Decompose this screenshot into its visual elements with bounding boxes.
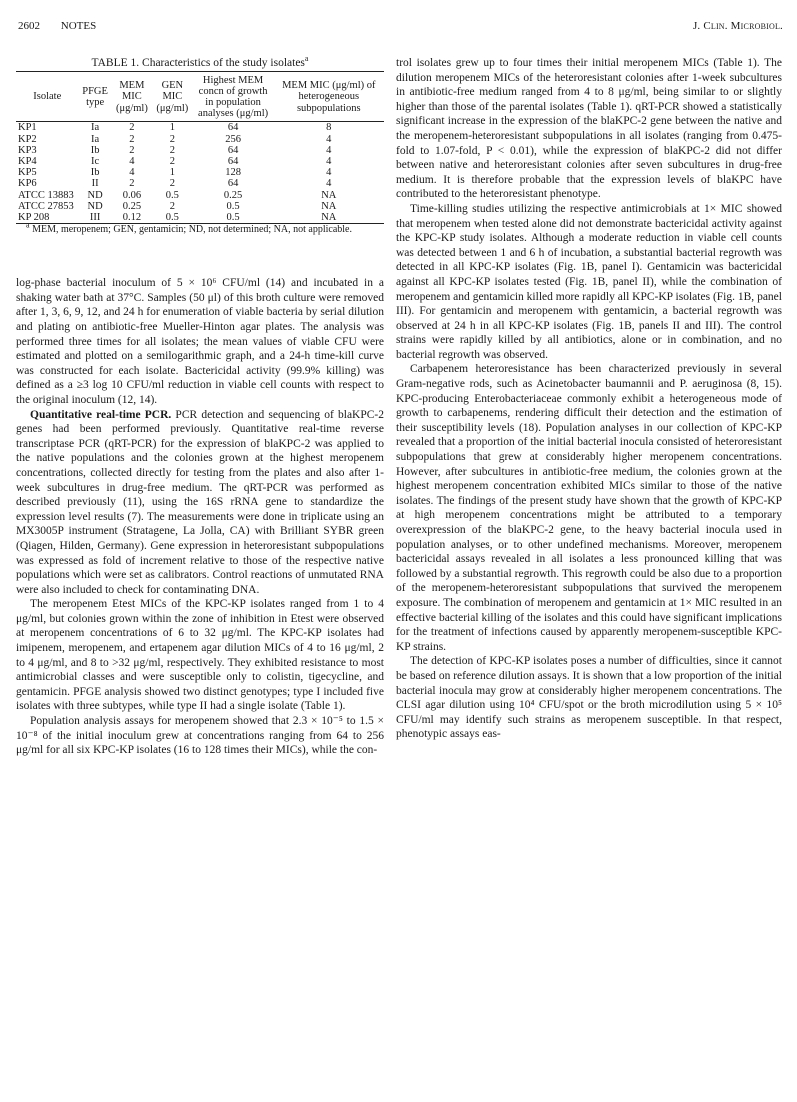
- table-cell: 4: [326, 133, 332, 145]
- table-cell: 4: [326, 167, 332, 179]
- table-cell: 0.25: [122, 200, 142, 212]
- section-label: NOTES: [60, 20, 97, 32]
- table-cell: 0.06: [122, 189, 142, 201]
- table-cell: 4: [326, 178, 332, 190]
- table-cell: 2: [169, 133, 175, 145]
- table-cell: 64: [227, 144, 239, 156]
- table-cell: 2: [169, 178, 175, 190]
- table-row: [16, 167, 384, 178]
- col-mem-mic: MEM MIC (μg/ml): [112, 71, 152, 122]
- page-number: 2602: [18, 20, 40, 32]
- table-cell: KP2: [18, 133, 37, 145]
- table-row: [16, 156, 384, 167]
- table-cell: 0.5: [165, 189, 179, 201]
- table-cell: 128: [225, 167, 241, 179]
- table-cell: Ib: [90, 144, 100, 156]
- table-cell: 2: [169, 156, 175, 168]
- table-cell: 2: [169, 200, 175, 212]
- table-cell: 2: [129, 122, 135, 134]
- table-cell: 1: [169, 122, 175, 134]
- table-cell: KP5: [18, 167, 37, 179]
- table-cell: 0.5: [226, 200, 240, 212]
- col-highest-mem: Highest MEM concn of growth in population analyses (μg/ml): [193, 71, 274, 122]
- body-paragraph: log-phase bacterial inoculum of 5 × 10⁶ CFU/ml (14) and incubated in a shaking water bath at 37°C. Samples (50 μl) of this broth culture were removed after 1, 3, 6, 9, 12, and 24 h for enumeration of viable bacteria by serial dilution and plating on antibiotic-free Mueller-Hinton agar plates. The analysis was performed three times for all isolates; the mean values of viable CFU were estimated and plotted on a semilogarithmic graph, and a 24-h time-kill curve was constructed for each isolate. Bactericidal activity (99.9% killing) was defined as a ≥3 log 10 CFU/ml reduction in viable cell counts with respect to the original inoculum (12, 14).: [16, 277, 384, 406]
- table-header: [16, 71, 384, 122]
- body-paragraph: Carbapenem heteroresistance has been characterized previously in several Gram-negative rods, such as Acinetobacter baumannii and P. aeruginosa (8, 15). KPC-producing Enterobacteriaceae commonly exhibit a heterogeneous mode of growth to carbapenems, rendering difficult their detection and the estimation of their susceptibility levels (18). Population analyses in our collection of KPC-KP revealed that a proportion of the initial bacterial inocula consisted of heteroresistant subpopulations that grew at considerably higher meropenem concentrations. However, after subcultures in antibiotic-free medium, the colonies grown at the highest meropenem concentration exhibited MICs similar to those of the native isolates. The findings of the present study have shown that the growth of KPC-KP at high meropenem concentrations might be attributed to a temporary overexpression of the blaKPC-2 gene, to the heavy bacterial inocula used in population analyses, or to other undefined mechanisms. Moreover, meropenem bactericidal assays revealed in all isolates a less pronounced killing that was followed by a substantial regrowth. This regrowth could be also due to a proportion of the meropenem-heteroresistant subpopulations that survived the meropenem exposure. The combination of meropenem and gentamicin at 1× MIC resulted in an effective bacterial killing of the isolates and this could have significant implications for the treatment of infections caused by apparently meropenem-susceptible KPC-KP strains.: [396, 363, 782, 653]
- table-caption-text: TABLE 1. Characteristics of the study isolates: [91, 57, 305, 69]
- col-isolate: Isolate: [16, 71, 79, 122]
- table-cell: Ia: [91, 133, 100, 145]
- table-cell: KP6: [18, 178, 37, 190]
- col-hetero-mic: MEM MIC (μg/ml) of heterogeneous subpopulations: [274, 71, 384, 122]
- table-caption: [16, 56, 384, 71]
- paragraph-text: PCR detection and sequencing of blaKPC-2 genes had been performed previously. Quantitative real-time reverse transcriptase PCR (qRT-PCR) for the expression of blaKPC-2 was applied to the native populations and the colonies grown at the highest meropenem concentrations, collected directly for testing from the plates and also after 1-week subcultures in drug-free medium. The qRT-PCR was performed as described previously (11), using the 16S rRNA gene to standardize the expression level results (7). The measurements were done in triplicate using an MX3005P instrument (Stratagene, La Jolla, CA) with Brilliant SYBR green (Qiagen, Hilden, Germany). Gene expression in heteroresistant subpopulations was expressed as fold of increment relative to those of the respective native populations which were set as calibrators. Control reactions of unmutated RNA were also included to check for contaminating DNA.: [16, 408, 384, 596]
- table-row: [16, 212, 384, 224]
- table-cell: 64: [227, 156, 239, 168]
- body-paragraph: The meropenem Etest MICs of the KPC-KP isolates ranged from 1 to 4 μg/ml, but colonies grown within the zone of inhibition in Etest were observed at meropenem concentrations of 6 to 32 μg/ml. The KPC-KP isolates had imipenem, meropenem, and ertapenem agar dilution MICs of 4 to 16 μg/ml, 2 to 4 μg/ml, and 8 to >32 μg/ml, respectively. They exhibited resistance to most antimicrobial classes and were susceptible only to colistin, tigecycline, and gentamicin. PFGE analysis showed two distinct genotypes; type I included five isolates with three subtypes, while type II had a single isolate (Table 1).: [16, 598, 384, 713]
- table-row: [16, 122, 384, 134]
- table-cell: 0.5: [152, 212, 192, 224]
- table-cell: 64: [227, 122, 239, 134]
- table-cell: 8: [326, 122, 332, 134]
- table-cell: 4: [326, 156, 332, 168]
- table-footnote-text: MEM, meropenem; GEN, gentamicin; ND, not determined; NA, not applicable.: [32, 224, 352, 236]
- table-row: [16, 178, 384, 189]
- table-cell: 256: [225, 133, 241, 145]
- table-cell: Ia: [91, 122, 100, 134]
- subsection-heading: Quantitative real-time PCR.: [30, 408, 172, 421]
- table-footnote: [16, 220, 384, 236]
- body-paragraph: trol isolates grew up to four times their initial meropenem MICs (Table 1). The dilution meropenem MICs of the heteroresistant colonies after 1-week subcultures in antibiotic-free medium ranged from 4 to 8 μg/ml, being similar to or slightly higher than those of the parental isolates (Table 1). qRT-PCR showed a statistically significant increase in the expression of the blaKPC-2 gene between the native and the meropenem-heteroresistant subpopulations in all isolates (ranging from 0.475-fold to 1.07-fold, P < 0.01), while the expression of blaKPC-2 did not differ between native and heteroresistant colonies after seven subcultures in drug-free medium. It is therefore probable that the expression levels of blaKPC have contributed to the heteroresistant phenotype.: [396, 57, 782, 201]
- table-cell: KP4: [18, 156, 37, 168]
- isolates-table: [16, 71, 384, 225]
- table-cell: 64: [227, 178, 239, 190]
- table-cell: KP3: [18, 144, 37, 156]
- table-row: [16, 134, 384, 145]
- table-cell: 2: [129, 178, 135, 190]
- table-cell: 4: [129, 156, 135, 168]
- table-cell: 4: [129, 167, 135, 179]
- table-cell: 0.5: [193, 212, 274, 224]
- col-gen-mic: GEN MIC (μg/ml): [152, 71, 192, 122]
- body-paragraph: [16, 408, 384, 598]
- table-caption-mark: a: [304, 54, 309, 64]
- table-cell: NA: [274, 212, 384, 224]
- body-paragraph: The detection of KPC-KP isolates poses a number of difficulties, since it cannot be based on reference dilution assays. It is shown that a low proportion of the initial bacterial inocula may grow at considerably higher meropenem concentrations. The CLSI agar dilution using 10⁴ CFU/spot or the broth microdilution using 5 × 10⁵ CFU/ml may identify such strains as meropenem susceptible. In that respect, phenotypic assays eas-: [396, 655, 782, 741]
- table-cell: Ib: [90, 167, 100, 179]
- table-body: [16, 122, 384, 224]
- table-cell: Ic: [91, 156, 100, 168]
- table-cell: 1: [169, 167, 175, 179]
- table-cell: ND: [87, 189, 103, 201]
- table-cell: ATCC 27853: [18, 200, 74, 212]
- table-row: [16, 145, 384, 156]
- left-column: [16, 56, 384, 758]
- body-paragraph: Time-killing studies utilizing the respective antimicrobials at 1× MIC showed that meropenem when tested alone did not demonstrate bactericidal activity against the KPC-KP study isolates. Although a moderate reduction in viable cell counts was detected between 1 and 6 h of incubation, a substantial bacterial regrowth was detected in all KPC-KP isolates (Fig. 1B, panel I). Gentamicin was bactericidal against all KPC-KP isolates tested (Fig. 1B, panel II), while the combination of meropenem and gentamicin killed more rapidly all KPC-KP isolates (Fig. 1B, panel III). For gentamicin and meropenem with gentamicin, a bacterial regrowth was observed at 24 h in all KPC-KP isolates (Fig. 1B, panels II and III). The control strains were rapidly killed by all antibiotics, alone or in combination, and no bacterial regrowth was observed.: [396, 202, 782, 361]
- running-header-left: [18, 20, 96, 32]
- table-cell: 2: [129, 144, 135, 156]
- table-cell: 4: [326, 144, 332, 156]
- col-pfge: PFGE type: [79, 71, 112, 122]
- table-cell: III: [79, 212, 112, 224]
- table-cell: ND: [87, 200, 103, 212]
- table-cell: 0.12: [112, 212, 152, 224]
- journal-name: J. Clin. Microbiol.: [692, 20, 783, 32]
- table-cell: 2: [169, 144, 175, 156]
- table-cell: NA: [321, 200, 337, 212]
- table-spacer: [16, 236, 384, 276]
- right-column: [396, 56, 782, 742]
- table-cell: NA: [321, 189, 337, 201]
- table-row: [16, 190, 384, 201]
- table-cell: KP 208: [16, 212, 79, 224]
- table-cell: II: [91, 178, 99, 190]
- table-cell: ATCC 13883: [18, 189, 74, 201]
- table-cell: 2: [129, 133, 135, 145]
- body-paragraph: Population analysis assays for meropenem showed that 2.3 × 10⁻⁵ to 1.5 × 10⁻⁸ of the initial inoculum grew at concentrations ranging from 64 to 256 μg/ml for all six KPC-KP isolates (16 to 128 times their MICs), while the con-: [16, 715, 384, 757]
- table-footnote-mark: a: [26, 220, 30, 230]
- table-cell: 0.25: [223, 189, 243, 201]
- table-row: [16, 201, 384, 212]
- table-cell: KP1: [18, 122, 37, 134]
